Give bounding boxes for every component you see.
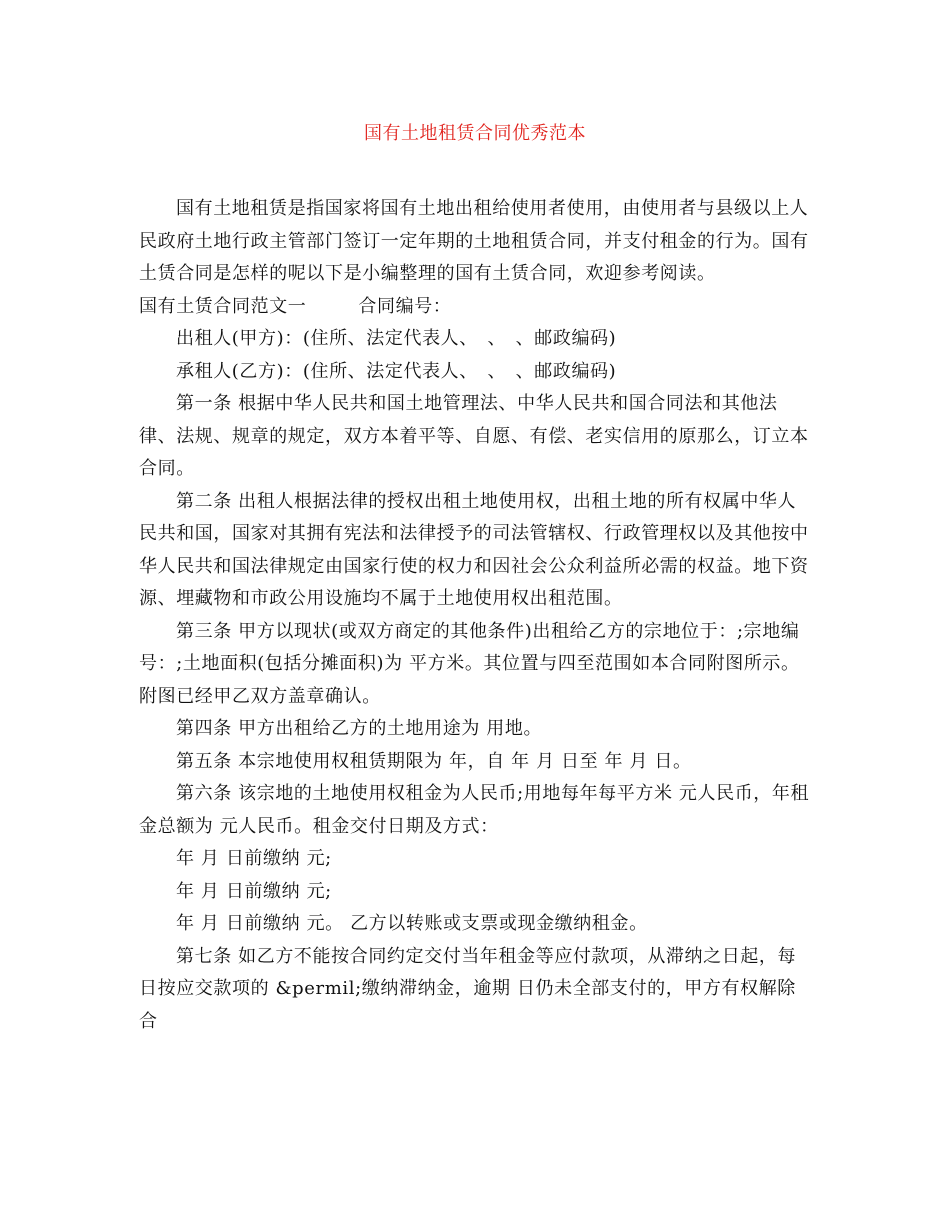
article-4: 第四条 甲方出租给乙方的土地用途为 用地。 (176, 718, 543, 739)
lessee-line: 承租人(乙方)：(住所、法定代表人、 、 、邮政编码) (176, 360, 617, 382)
sample-heading: 国有土赁合同范文一 (139, 295, 307, 317)
article-5: 第五条 本宗地使用权租赁期限为 年，自 年 月 日至 年 月 日。 (176, 750, 692, 772)
document-body (139, 193, 811, 1038)
intro-paragraph: 国有土地租赁是指国家将国有土地出租给使用者使用，由使用者与县级以上人民政府土地行政主管部门签订一定年期的土地租赁合同，并支付租金的行为。国有土赁合同是怎样的呢以下是小编整理的国有土赁合同，欢迎参考阅读。 (139, 198, 809, 284)
document-title: 国有土地租赁合同优秀范本 (364, 123, 586, 144)
payment-line-3: 年 月 日前缴纳 元。 乙方以转账或支票或现金缴纳租金。 (176, 913, 648, 934)
payment-line-1: 年 月 日前缴纳 元; (176, 848, 332, 869)
payment-line-2: 年 月 日前缴纳 元; (176, 880, 332, 902)
article-2: 第二条 出租人根据法律的授权出租土地使用权，出租土地的所有权属中华人民共和国，国家对其拥有宪法和法律授予的司法管辖权、行政管理权以及其他按中华人民共和国法律规定由国家行使的权力和因社会公众利益所必需的权益。地下资源、埋藏物和市政公用设施均不属于土地使用权出租范围。 (139, 490, 809, 609)
article-7: 第七条 如乙方不能按合同约定交付当年租金等应付款项，从滞纳之日起，每日按应交款项的 &permil;缴纳滞纳金，逾期 日仍未全部支付的，甲方有权解除合 (139, 945, 797, 1032)
sample-heading-line (139, 291, 811, 324)
lessor-line: 出租人(甲方)：(住所、法定代表人、 、 、邮政编码) (176, 328, 617, 349)
article-1: 第一条 根据中华人民共和国土地管理法、中华人民共和国合同法和其他法律、法规、规章的规定，双方本着平等、自愿、有偿、老实信用的原那么，订立本合同。 (139, 393, 809, 479)
article-3: 第三条 甲方以现状(或双方商定的其他条件)出租给乙方的宗地位于：;宗地编号：;土地面积(包括分摊面积)为 平方米。其位置与四至范围如本合同附图所示。附图已经甲乙双方盖章确认。 (139, 620, 800, 707)
contract-number-label: 合同编号： (358, 295, 452, 317)
article-6: 第六条 该宗地的土地使用权租金为人民币;用地每年每平方米 元人民币，年租金总额为 元人民币。租金交付日期及方式： (139, 783, 810, 837)
